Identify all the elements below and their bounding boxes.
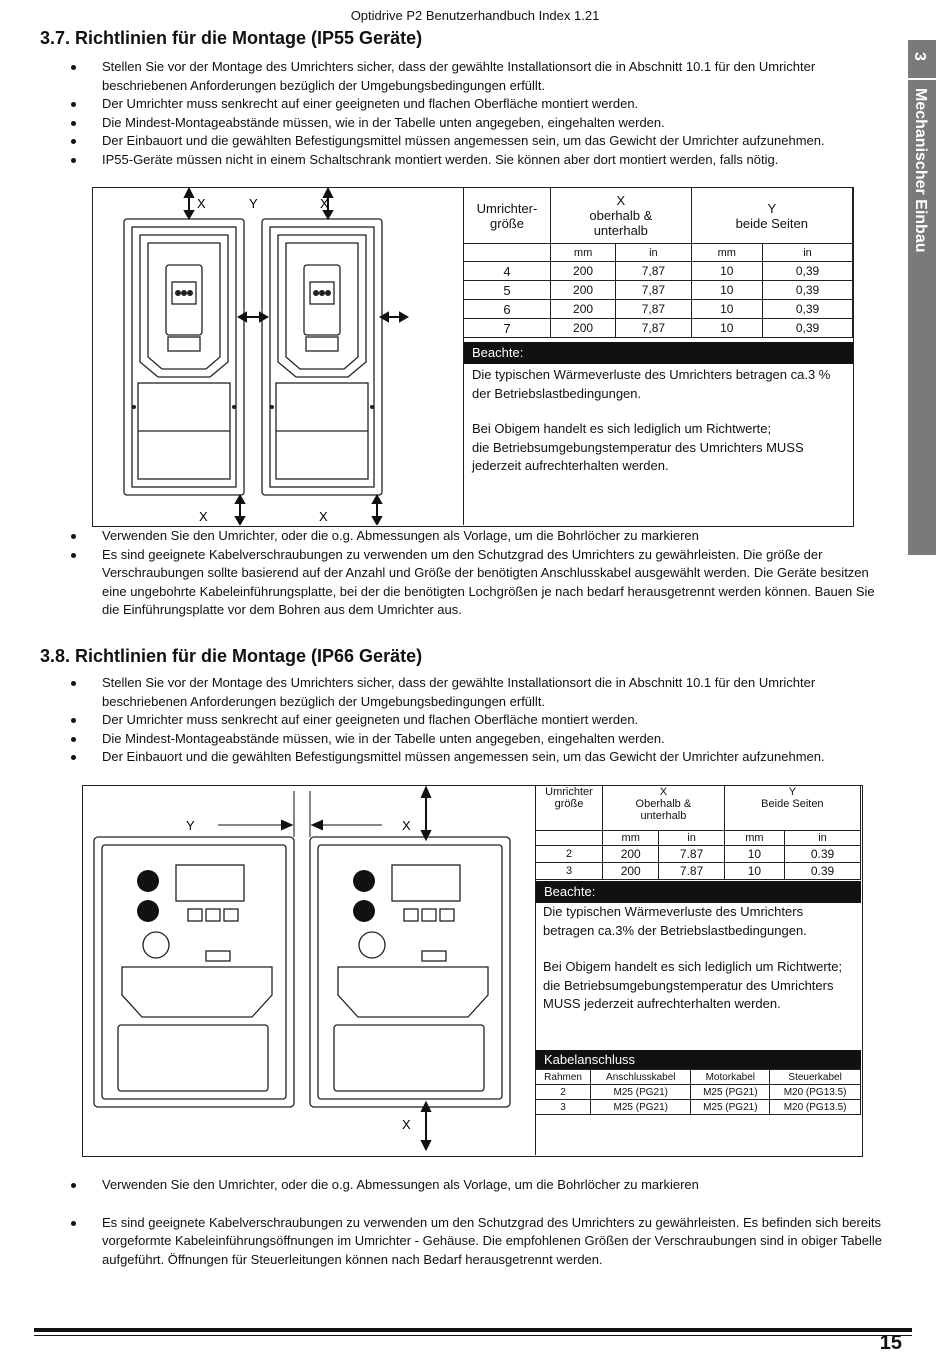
unit-cell: in — [784, 831, 860, 846]
col-header-size: Umrichter- größe — [464, 188, 551, 244]
table-cell: 200 — [551, 300, 616, 319]
table-cell: M25 (PG21) — [691, 1100, 770, 1115]
col-header-y: Y Beide Seiten — [724, 786, 860, 831]
table-row — [464, 281, 853, 300]
bullet-list-3-7-after — [70, 527, 890, 620]
bullet-list-3-7 — [70, 58, 890, 169]
table-cell: 7 — [464, 319, 551, 338]
table-cell: 0,39 — [762, 262, 852, 281]
table-cell: 6 — [464, 300, 551, 319]
section-heading-3-8: 3.8. Richtlinien für die Montage (IP66 Geräte) — [40, 646, 423, 666]
table-cell: 7,87 — [616, 262, 692, 281]
list-item: Der Umrichter muss senkrecht auf einer geeigneten und flachen Oberfläche montiert werden. — [70, 711, 890, 730]
cable-table-title: Kabelanschluss — [536, 1050, 861, 1069]
cable-col-header: Rahmen — [536, 1070, 591, 1085]
table-cell: M25 (PG21) — [691, 1085, 770, 1100]
table-cell: 200 — [551, 319, 616, 338]
table-cell: 2 — [536, 1085, 591, 1100]
figure-label-x: X — [402, 818, 411, 833]
col-header-y: Y beide Seiten — [691, 188, 852, 244]
list-item: Stellen Sie vor der Montage des Umrichters sicher, dass der gewählte Installationsort die in Abschnitt 10.1 für den Umrichter beschriebenen Anforderungen bezüglich der Umgebungsbedingungen erfüllt. — [70, 58, 890, 95]
list-item: Der Einbauort und die gewählten Befestigungsmittel müssen angemessen sein, um das Gewicht der Umrichter aufzunehmen. — [70, 748, 890, 767]
cable-table — [535, 1069, 861, 1115]
table-row — [464, 262, 853, 281]
cable-col-header: Anschlusskabel — [591, 1070, 691, 1085]
list-item: Stellen Sie vor der Montage des Umrichters sicher, dass der gewählte Installationsort die in Abschnitt 10.1 für den Umrichter beschriebenen Anforderungen bezüglich der Umgebungsbedingungen erfüllt. — [70, 674, 890, 711]
table-cell: 3 — [536, 863, 603, 880]
table-row — [536, 1085, 861, 1100]
table-cell: 10 — [691, 262, 762, 281]
note-text-1: Die typischen Wärmeverluste des Umrichters betragen ca.3% der Betriebslastbedingungen. — [543, 904, 807, 938]
list-item: Der Einbauort und die gewählten Befestigungsmittel müssen angemessen sein, um das Gewicht der Umrichter aufzunehmen. — [70, 132, 890, 151]
chapter-number: 3 — [911, 52, 928, 61]
table-cell: 7,87 — [616, 281, 692, 300]
table-cell: 10 — [724, 846, 784, 863]
table-cell: 10 — [691, 281, 762, 300]
ip66-drive-drawing — [82, 785, 535, 1155]
unit-cell: mm — [603, 831, 659, 846]
table-cell: 3 — [536, 1100, 591, 1115]
list-item: Verwenden Sie den Umrichter, oder die o.g. Abmessungen als Vorlage, um die Bohrlöcher zu markieren — [70, 527, 890, 546]
unit-cell: mm — [691, 244, 762, 262]
ip55-clearance-table — [463, 187, 853, 338]
table-row — [464, 319, 853, 338]
table-cell: 7,87 — [616, 300, 692, 319]
table-cell: 0,39 — [762, 281, 852, 300]
note-text-2: Bei Obigem handelt es sich lediglich um Richtwerte; die Betriebsumgebungstemperatur des Umrichters MUSS jederzeit aufrechterhalten werden. — [472, 421, 804, 473]
note-text-2: Bei Obigem handelt es sich lediglich um Richtwerte; die Betriebsumgebungstemperatur des Umrichters MUSS jederzeit aufrechterhalten werden. — [543, 959, 843, 1011]
table-row — [536, 863, 861, 880]
col-header-x: X oberhalb & unterhalb — [551, 188, 692, 244]
note-title: Beachte: — [536, 881, 861, 903]
table-cell: 7.87 — [659, 846, 724, 863]
table-cell: 0,39 — [762, 319, 852, 338]
list-item: Die Mindest-Montageabstände müssen, wie in der Tabelle unten angegeben, eingehalten werden. — [70, 730, 890, 749]
table-cell: 10 — [691, 319, 762, 338]
section-heading-3-7: 3.7. Richtlinien für die Montage (IP55 Geräte) — [40, 28, 423, 48]
unit-cell: in — [616, 244, 692, 262]
running-header: Optidrive P2 Benutzerhandbuch Index 1.21 — [350, 8, 600, 23]
col-header-size: Umrichter größe — [536, 786, 603, 831]
figure-label-x: X — [199, 509, 208, 524]
table-row — [536, 1100, 861, 1115]
ip55-drive-drawing — [92, 187, 464, 525]
table-cell: 2 — [536, 846, 603, 863]
table-cell: 200 — [603, 863, 659, 880]
cable-col-header: Steuerkabel — [770, 1070, 861, 1085]
cable-col-header: Motorkabel — [691, 1070, 770, 1085]
page-number: 15 — [879, 1332, 902, 1354]
col-header-x: X Oberhalb & unterhalb — [603, 786, 725, 831]
figure-label-y: Y — [249, 196, 258, 211]
bullet-list-3-8-after — [70, 1176, 890, 1269]
table-cell: 5 — [464, 281, 551, 300]
table-cell: M25 (PG21) — [591, 1085, 691, 1100]
table-cell: 0.39 — [784, 846, 860, 863]
note-title: Beachte: — [464, 342, 853, 364]
table-row — [536, 846, 861, 863]
bullet-list-3-8 — [70, 674, 890, 767]
table-cell: 200 — [551, 262, 616, 281]
list-item: Verwenden Sie den Umrichter, oder die o.g. Abmessungen als Vorlage, um die Bohrlöcher zu markieren — [70, 1176, 890, 1195]
table-cell: 10 — [691, 300, 762, 319]
figure-label-x: X — [197, 196, 206, 211]
figure-label-x: X — [320, 196, 329, 211]
table-cell: 10 — [724, 863, 784, 880]
table-cell: M25 (PG21) — [591, 1100, 691, 1115]
ip66-clearance-table — [535, 785, 861, 880]
unit-cell: in — [659, 831, 724, 846]
unit-cell: mm — [724, 831, 784, 846]
note-text-1: Die typischen Wärmeverluste des Umrichters betragen ca.3 % der Betriebslastbedingungen. — [472, 367, 831, 401]
table-row — [464, 300, 853, 319]
footer-rule-thin — [34, 1335, 912, 1336]
unit-cell: in — [762, 244, 852, 262]
figure-label-y: Y — [186, 818, 195, 833]
table-cell: M20 (PG13.5) — [770, 1100, 861, 1115]
table-cell: M20 (PG13.5) — [770, 1085, 861, 1100]
list-item: Es sind geeignete Kabelverschraubungen zu verwenden um den Schutzgrad des Umrichters zu gewährleisten. Die größe der Verschraubungen sollte basierend auf der Anzahl und Größe der benötigten Anschlusskabel ausgewählt werden. Die Geräte besitzen eine ungebohrte Kabeleinführungsplatte, bei der die benötigten Lochgrößen je nach bedarf herausgetrennt werden können. Bauen Sie die Einführungsplatte vor dem Bohren aus dem Umrichter aus. — [70, 546, 890, 620]
list-item: Es sind geeignete Kabelverschraubungen zu verwenden um den Schutzgrad des Umrichters zu gewährleisten. Es befinden sich bereits vorgeformte Kabeleinführungsöffnungen im Umrichter - Gehäuse. Die empfohlenen Größen der Verschraubungen sind in obiger Tabelle aufgeführt. Öffnungen für Steuerleitungen können nach Bedarf herausgetrennt werden. — [70, 1214, 890, 1270]
table-cell: 0.39 — [784, 863, 860, 880]
table-cell: 0,39 — [762, 300, 852, 319]
figure-label-x: X — [319, 509, 328, 524]
table-cell: 200 — [603, 846, 659, 863]
table-cell: 4 — [464, 262, 551, 281]
list-item: IP55-Geräte müssen nicht in einem Schaltschrank montiert werden. Sie können aber dort montiert werden, falls nötig. — [70, 151, 890, 170]
table-cell: 200 — [551, 281, 616, 300]
list-item: Der Umrichter muss senkrecht auf einer geeigneten und flachen Oberfläche montiert werden. — [70, 95, 890, 114]
footer-rule — [34, 1328, 912, 1332]
table-cell: 7.87 — [659, 863, 724, 880]
table-cell: 7,87 — [616, 319, 692, 338]
unit-cell: mm — [551, 244, 616, 262]
chapter-side-tab — [908, 40, 936, 555]
figure-label-x: X — [402, 1117, 411, 1132]
chapter-title: Mechanischer Einbau — [912, 88, 929, 253]
list-item: Die Mindest-Montageabstände müssen, wie in der Tabelle unten angegeben, eingehalten werden. — [70, 114, 890, 133]
